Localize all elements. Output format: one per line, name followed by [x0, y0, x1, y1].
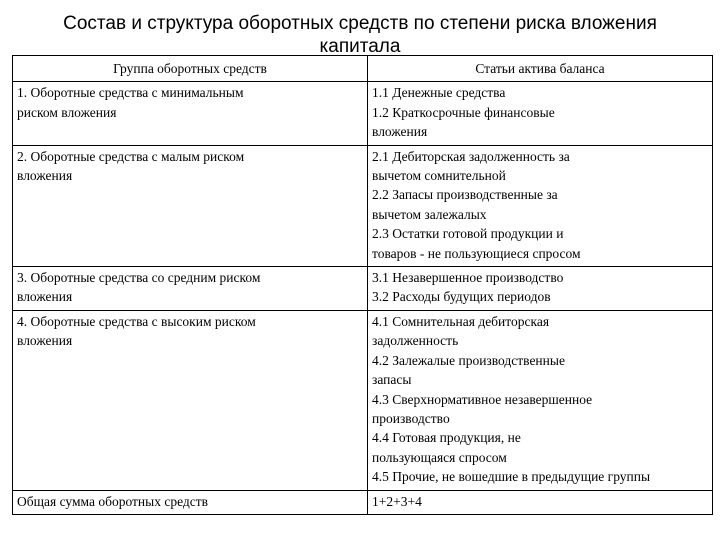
group-cell: 3. Оборотные средства со средним риском вложения: [13, 267, 368, 311]
total-label-cell: Общая сумма оборотных средств: [13, 490, 368, 514]
table-row: [13, 82, 713, 145]
page-title-line-1: Состав и структура оборотных средств по степени риска вложения: [63, 13, 657, 34]
table-row: [13, 310, 713, 490]
balance-items-cell: 1.1 Денежные средства 1.2 Краткосрочные финансовые вложения: [368, 82, 713, 145]
balance-items-cell: 4.1 Сомнительная дебиторская задолженность 4.2 Залежалые производственные запасы 4.3 Сверхнормативное незавершенное производство 4.4 Готовая продукция, не пользующаяся спросом 4.5 Прочие, не вошедшие в предыдущие группы: [368, 310, 713, 490]
header-balance-items: Статьи актива баланса: [368, 56, 713, 82]
balance-items-cell: 3.1 Незавершенное производство 3.2 Расходы будущих периодов: [368, 267, 713, 311]
header-group: Группа оборотных средств: [13, 56, 368, 82]
page-title-line-2: капитала: [319, 36, 401, 57]
total-row: [13, 490, 713, 514]
table-header-row: [13, 56, 713, 82]
risk-structure-table: [12, 55, 713, 515]
table-row: [13, 267, 713, 311]
balance-items-cell: 2.1 Дебиторская задолженность за вычетом сомнительной 2.2 Запасы производственные за вычетом залежалых 2.3 Остатки готовой продукции и товаров - не пользующиеся спросом: [368, 145, 713, 266]
page-title: [0, 12, 720, 58]
group-cell: 4. Оборотные средства с высоким риском вложения: [13, 310, 368, 490]
table-row: [13, 145, 713, 266]
group-cell: 1. Оборотные средства с минимальным риском вложения: [13, 82, 368, 145]
group-cell: 2. Оборотные средства с малым риском вложения: [13, 145, 368, 266]
total-formula-cell: 1+2+3+4: [368, 490, 713, 514]
